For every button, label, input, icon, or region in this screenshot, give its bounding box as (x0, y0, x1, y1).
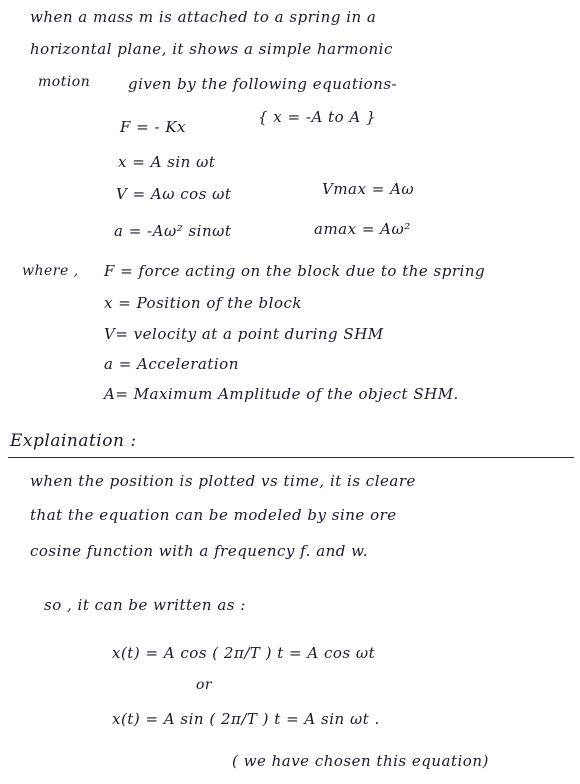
explanation-line-4: so , it can be written as : (44, 596, 246, 614)
sine-equation: x(t) = A sin ( 2π/T ) t = A sin ωt . (112, 710, 380, 728)
acceleration-equation: a = -Aω² sinωt (114, 222, 232, 240)
equation-choice-note: ( we have chosen this equation) (232, 752, 489, 770)
cosine-equation: x(t) = A cos ( 2π/T ) t = A cos ωt (112, 644, 376, 662)
intro-line-3-start: motion (38, 74, 91, 90)
definition-position: x = Position of the block (104, 294, 302, 312)
heading-underline (8, 457, 574, 458)
amax-equation: amax = Aω² (314, 220, 411, 238)
velocity-equation: V = Aω cos ωt (116, 185, 232, 203)
force-equation: F = - Kx (120, 118, 187, 136)
intro-line-1: when a mass m is attached to a spring in a (30, 8, 377, 26)
definition-force: F = force acting on the block due to the spring (104, 262, 486, 280)
or-label: or (196, 677, 213, 693)
intro-line-3-end: given by the following equations- (128, 75, 398, 93)
vmax-equation: Vmax = Aω (322, 180, 415, 198)
range-equation: { x = -A to A } (258, 108, 377, 126)
where-label: where , (22, 263, 79, 279)
definition-amplitude: A= Maximum Amplitude of the object SHM. (104, 385, 459, 403)
definition-velocity: V= velocity at a point during SHM (104, 325, 384, 343)
explanation-heading: Explaination : (10, 431, 137, 451)
intro-line-2: horizontal plane, it shows a simple harmonic (30, 40, 393, 58)
explanation-line-1: when the position is plotted vs time, it is cleare (30, 472, 416, 490)
position-equation: x = A sin ωt (118, 153, 216, 171)
definition-acceleration: a = Acceleration (104, 355, 239, 373)
explanation-line-2: that the equation can be modeled by sine ore (30, 506, 397, 524)
explanation-line-3: cosine function with a frequency f. and w. (30, 542, 368, 560)
